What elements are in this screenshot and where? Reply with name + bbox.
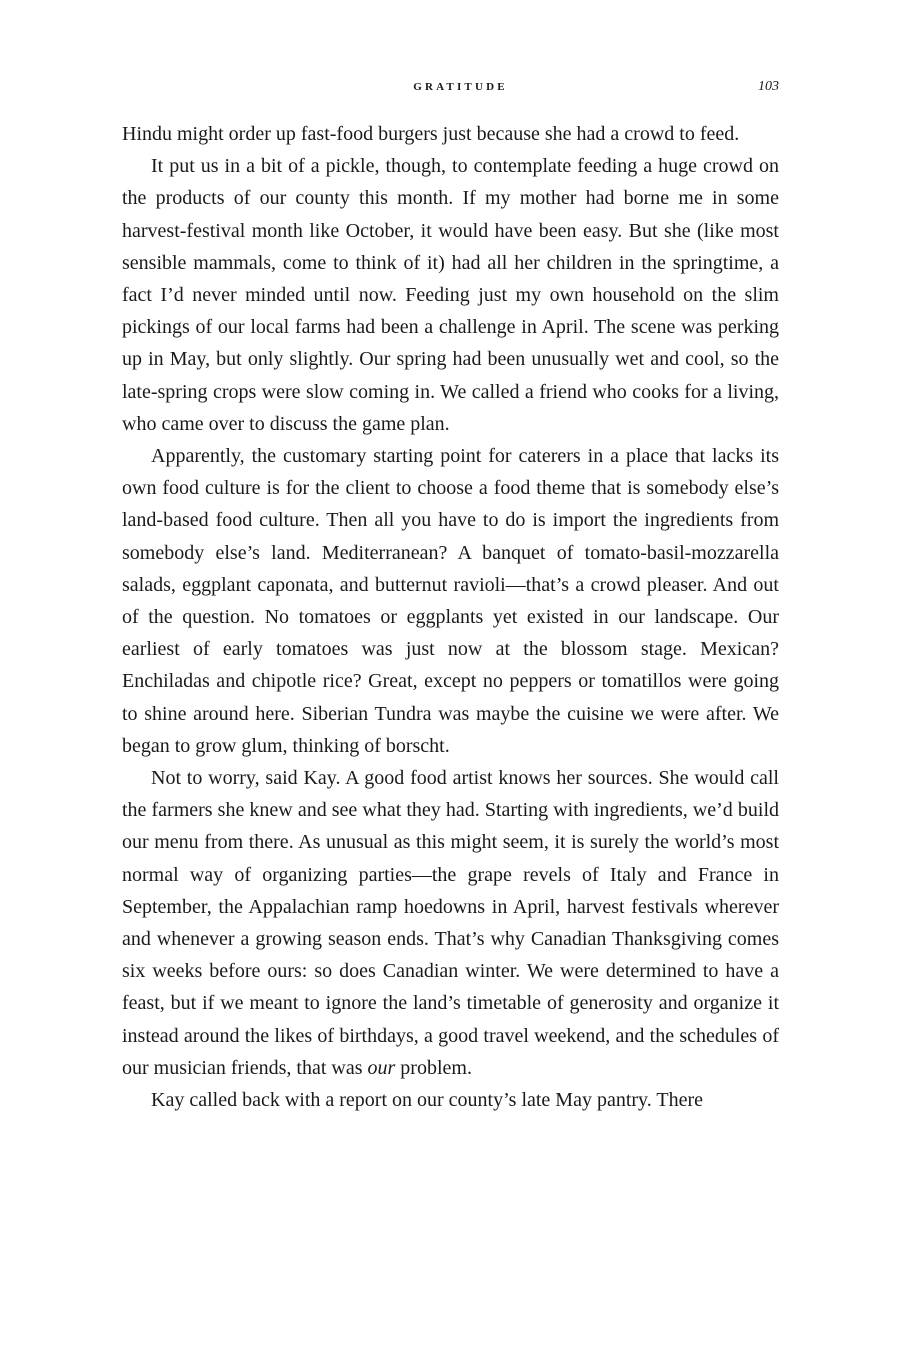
paragraph-5: Kay called back with a report on our county’s late May pantry. There bbox=[151, 1089, 704, 1112]
paragraph-3: Apparently, the customary starting point for caterers in a place that lacks its own food culture is for the client to choose a food theme that is somebody else’s land-based food culture. Then all you have to do is import the ingredients from somebody else’s land. Mediterranean? A banquet of tomato-basil-mozzarella salads, eggplant caponata, and butternut ravioli—that’s a crowd pleaser. And out of the question. No tomatoes or eggplants yet existed in our landscape. Our earliest of early tomatoes was just now at the blossom stage. Mexican? Enchiladas and chipotle rice? Great, except no peppers or tomatillos were going to shine around here. Siberian Tundra was maybe the cuisine we were after. We began to grow glum, thinking of borscht. bbox=[122, 445, 779, 757]
emphasized-word: our bbox=[367, 1056, 396, 1079]
running-title: GRATITUDE bbox=[413, 81, 508, 93]
running-head bbox=[122, 78, 779, 96]
paragraph-2: It put us in a bit of a pickle, though, to contemplate feeding a huge crowd on the products of our county this month. If my mother had borne me in some harvest-festival month like October, it would have been easy. But she (like most sensible mammals, come to think of it) had all her children in the springtime, a fact I’d never minded until now. Feeding just my own household on the slim pickings of our local farms had been a challenge in April. The scene was perking up in May, but only slightly. Our spring had been unusually wet and cool, so the late-spring crops were slow coming in. We called a friend who cooks for a living, who came over to discuss the game plan. bbox=[122, 155, 779, 435]
paragraph-4 bbox=[122, 762, 779, 1084]
paragraph-4-end: problem. bbox=[400, 1056, 472, 1079]
body-text bbox=[122, 118, 779, 1116]
paragraph-4-text: Not to worry, said Kay. A good food artist knows her sources. She would call the farmers she knew and see what they had. Starting with ingredients, we’d build our menu from there. As unusual as this might seem, it is surely the world’s most normal way of organizing parties—the grape revels of Italy and France in September, the Appalachian ramp hoedowns in April, harvest festivals wherever and whenever a growing season ends. That’s why Canadian Thanksgiving comes six weeks before ours: so does Canadian winter. We were determined to have a feast, but if we meant to ignore the land’s timetable of generosity and organize it instead around the likes of birthdays, a good travel weekend, and the schedules of our musician friends, that was bbox=[122, 767, 779, 1079]
paragraph-1: Hindu might order up fast-food burgers just because she had a crowd to feed. bbox=[122, 123, 740, 145]
page-number: 103 bbox=[758, 79, 779, 94]
